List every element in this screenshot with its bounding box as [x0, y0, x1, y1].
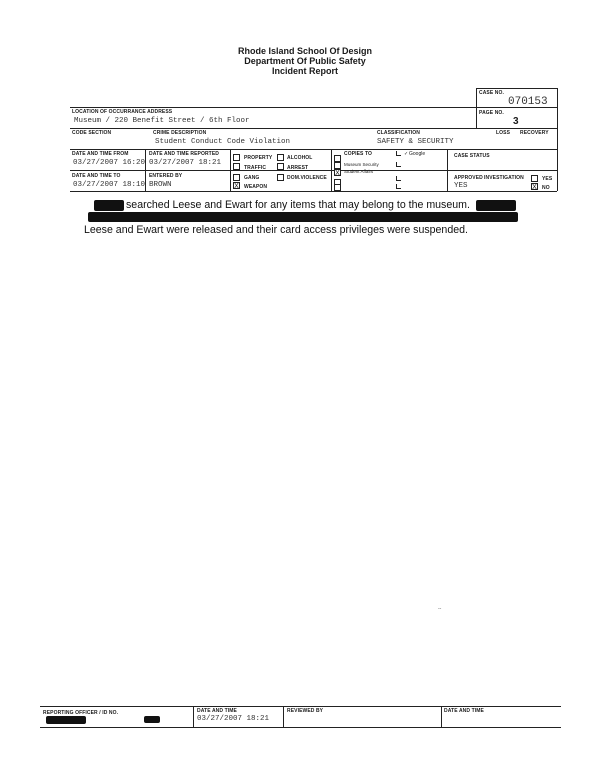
property-checkbox[interactable]: [233, 154, 240, 161]
copies-bracket-2: [396, 162, 401, 167]
redaction-officer-name: [46, 716, 86, 724]
weapon-checkbox[interactable]: X: [234, 183, 239, 190]
recovery-label: RECOVERY: [520, 130, 549, 136]
date-from-value: 03/27/2007 16:20: [73, 159, 146, 167]
page-no-value: 3: [513, 116, 519, 127]
case-no-value: 070153: [508, 96, 548, 108]
copies-toggle-checkbox[interactable]: [334, 155, 341, 162]
museum-security-label: Museum Security: [344, 162, 379, 167]
investigation-yes-label: YES: [542, 176, 553, 182]
traffic-label: TRAFFIC: [244, 165, 267, 171]
alcohol-label: ALCOHOL: [287, 155, 313, 161]
dom-violence-label: DOM.VIOLENCE: [287, 175, 327, 181]
alcohol-checkbox[interactable]: [277, 154, 284, 161]
narrative-line-1: searched Leese and Ewart for any items that may belong to the museum.: [126, 199, 470, 211]
crime-description-value: Student Conduct Code Violation: [155, 138, 291, 146]
date-from-label: DATE AND TIME FROM: [72, 151, 129, 157]
investigation-label: INVESTIGATION: [484, 175, 524, 181]
copies-to-label: COPIES TO: [344, 151, 373, 157]
investigation-yes-checkbox[interactable]: [531, 175, 538, 182]
approved-label: APPROVED: [454, 175, 483, 181]
footer-date-time-label: DATE AND TIME: [197, 708, 237, 714]
gang-checkbox[interactable]: [233, 174, 240, 181]
property-label: PROPERTY: [244, 155, 273, 161]
google-label: Google: [409, 151, 426, 157]
google-bracket: [396, 151, 401, 156]
weapon-label: WEAPON: [244, 184, 268, 190]
traffic-checkbox[interactable]: [233, 163, 240, 170]
date-reported-label: DATE AND TIME REPORTED: [149, 151, 219, 157]
school-name: Rhode Island School Of Design: [237, 46, 372, 56]
gang-label: GANG: [244, 175, 260, 181]
arrest-label: ARREST: [287, 165, 309, 171]
student-affairs-label: Student Affairs: [344, 169, 374, 174]
department-name: Department Of Public Safety: [244, 56, 366, 66]
location-value: Museum / 220 Benefit Street / 6th Floor: [74, 117, 250, 125]
classification-value: SAFETY & SECURITY: [377, 138, 454, 146]
footer-date-time2-label: DATE AND TIME: [444, 708, 484, 714]
student-affairs-checkbox[interactable]: X: [335, 170, 340, 177]
page-no-label: PAGE NO.: [479, 110, 504, 116]
investigation-no-checkbox[interactable]: X: [532, 184, 537, 191]
google-check-mark: ✓: [404, 151, 409, 157]
classification-label: CLASSIFICATION: [377, 130, 420, 136]
approved-value: YES: [454, 182, 468, 190]
reviewed-by-label: REVIEWED BY: [287, 708, 324, 714]
date-reported-value: 03/27/2007 18:21: [149, 159, 222, 167]
crime-description-label: CRIME DESCRIPTION: [153, 130, 207, 136]
loss-label: LOSS: [496, 130, 511, 136]
redaction-line-2: [88, 212, 518, 222]
stray-mark: --: [438, 606, 442, 612]
report-title: Incident Report: [271, 66, 338, 76]
copies-bracket-3: [396, 176, 401, 181]
date-to-value: 03/27/2007 18:10: [73, 181, 146, 189]
location-label: LOCATION OF OCCURRANCE ADDRESS: [72, 109, 173, 115]
entered-by-value: BROWN: [149, 181, 172, 189]
dom-violence-checkbox[interactable]: [277, 174, 284, 181]
footer-date-time-value: 03/27/2007 18:21: [197, 715, 270, 723]
entered-by-label: ENTERED BY: [149, 173, 183, 179]
redaction-name-1: [94, 200, 124, 211]
redaction-name-2: [476, 200, 516, 211]
date-to-label: DATE AND TIME TO: [72, 173, 121, 179]
copies-bracket-4: [396, 184, 401, 189]
reporting-officer-label: REPORTING OFFICER / ID NO.: [43, 710, 119, 716]
code-section-label: CODE SECTION: [72, 130, 112, 136]
redaction-officer-id: [144, 716, 160, 723]
case-no-label: CASE NO.: [479, 90, 504, 96]
case-status-label: CASE STATUS: [454, 153, 490, 159]
museum-security-checkbox[interactable]: [334, 162, 341, 169]
investigation-no-label: NO: [542, 185, 550, 191]
arrest-checkbox[interactable]: [277, 163, 284, 170]
copies-extra-checkbox-2[interactable]: [334, 184, 341, 191]
narrative-line-3: Leese and Ewart were released and their card access privileges were suspended.: [84, 224, 468, 236]
